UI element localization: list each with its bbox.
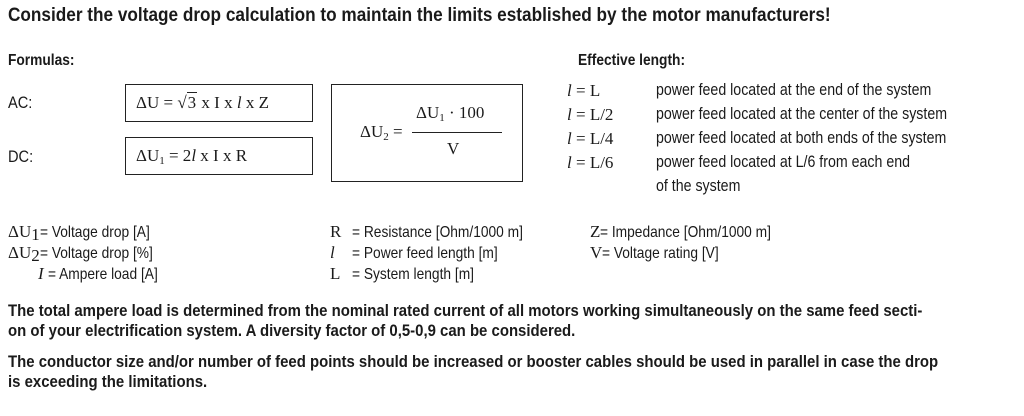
page-title: Consider the voltage drop calculation to maintain the limits established by the motor manufacturers! bbox=[8, 5, 831, 26]
delta-symbol: Δ bbox=[136, 146, 147, 165]
ac-formula: ΔU = √3 x I x l x Z bbox=[136, 93, 269, 112]
def-text: = Voltage drop [A] bbox=[39, 224, 150, 241]
dc-formula-rest: x I x R bbox=[196, 146, 248, 165]
dc-formula-box bbox=[125, 137, 313, 175]
list-item bbox=[567, 153, 613, 173]
paragraph-line: The total ampere load is determined from the nominal rated current of all motors working simultaneously on the same feed secti- bbox=[8, 302, 923, 320]
ac-formula-part: x I x bbox=[197, 93, 237, 112]
percent-num-sym: U bbox=[426, 103, 440, 122]
def-sym: I bbox=[38, 264, 44, 283]
def-row bbox=[330, 222, 551, 242]
el-rhs: = L/6 bbox=[571, 153, 614, 172]
ac-formula-box bbox=[125, 84, 313, 122]
delta-symbol: Δ bbox=[8, 243, 19, 262]
el-rhs: = L bbox=[571, 81, 601, 100]
el-lhs: l bbox=[567, 153, 572, 172]
delta-symbol: Δ bbox=[360, 122, 371, 141]
percent-lhs-sym: U bbox=[370, 122, 384, 141]
paragraph-line: is exceeding the limitations. bbox=[8, 373, 208, 391]
percent-formula-box bbox=[331, 84, 523, 182]
el-lhs: l bbox=[567, 129, 572, 148]
fraction-line bbox=[412, 132, 502, 133]
def-row bbox=[8, 222, 167, 245]
def-text: = Impedance [Ohm/1000 m] bbox=[600, 224, 772, 241]
dc-formula-lhs: U bbox=[146, 146, 160, 165]
def-sub: 1 bbox=[31, 225, 40, 244]
ac-label: AC: bbox=[8, 93, 33, 112]
def-text: = Ampere load [A] bbox=[47, 266, 158, 283]
list-item bbox=[567, 129, 613, 149]
sqrt-arg: 3 bbox=[187, 93, 197, 112]
def-sym: Z bbox=[590, 222, 601, 241]
percent-eq: = bbox=[388, 122, 403, 141]
formulas-heading: Formulas: bbox=[8, 52, 75, 69]
paragraph-line: The conductor size and/or number of feed points should be increased or booster cables should be used in parallel in case the drop bbox=[8, 353, 939, 371]
def-sub: 2 bbox=[31, 246, 40, 265]
def-sym: R bbox=[330, 222, 342, 241]
el-desc: power feed located at both ends of the system bbox=[656, 129, 947, 147]
delta-symbol: Δ bbox=[136, 93, 147, 112]
effective-length-heading: Effective length: bbox=[578, 52, 686, 69]
percent-numerator bbox=[416, 103, 484, 124]
el-desc-continuation: of the system bbox=[656, 177, 741, 195]
ac-formula-lhs: U = bbox=[146, 93, 178, 112]
el-desc: power feed located at the center of the system bbox=[656, 105, 948, 123]
def-sym: L bbox=[330, 264, 341, 283]
paragraph-line: on of your electrification system. A diversity factor of 0,5-0,9 can be considered. bbox=[8, 322, 576, 340]
el-desc: power feed located at the end of the system bbox=[656, 81, 932, 99]
def-row bbox=[330, 243, 521, 263]
el-lhs: l bbox=[567, 81, 572, 100]
def-row bbox=[330, 264, 494, 284]
def-row bbox=[38, 264, 175, 284]
percent-formula-lhs bbox=[360, 122, 403, 143]
def-text: = System length [m] bbox=[352, 266, 474, 283]
el-rhs: = L/2 bbox=[571, 105, 614, 124]
def-sym: l bbox=[330, 243, 335, 262]
def-row bbox=[590, 243, 738, 263]
percent-num-sub: 1 bbox=[439, 112, 445, 124]
list-item bbox=[567, 81, 600, 101]
def-text: = Power feed length [m] bbox=[352, 245, 498, 262]
dc-formula-sub: 1 bbox=[159, 155, 165, 167]
dc-formula-l: l bbox=[191, 146, 197, 165]
el-desc: power feed located at L/6 from each end bbox=[656, 153, 911, 171]
delta-symbol: Δ bbox=[8, 222, 19, 241]
el-lhs: l bbox=[567, 105, 572, 124]
def-sym: U bbox=[18, 222, 32, 241]
def-row bbox=[8, 243, 171, 266]
ac-formula-end: x Z bbox=[241, 93, 269, 112]
percent-lhs-sub: 2 bbox=[383, 131, 389, 143]
dc-label: DC: bbox=[8, 147, 34, 166]
el-rhs: = L/4 bbox=[571, 129, 614, 148]
def-row bbox=[590, 222, 799, 242]
def-text: = Voltage rating [V] bbox=[602, 245, 719, 262]
dc-formula bbox=[136, 146, 247, 167]
dc-formula-eq: = 2 bbox=[164, 146, 192, 165]
def-sym: U bbox=[18, 243, 32, 262]
list-item bbox=[567, 105, 613, 125]
percent-num-rest: · 100 bbox=[444, 103, 485, 122]
def-text: = Resistance [Ohm/1000 m] bbox=[352, 224, 523, 241]
delta-symbol: Δ bbox=[416, 103, 427, 122]
percent-denominator: V bbox=[447, 139, 460, 158]
def-text: = Voltage drop [%] bbox=[39, 245, 153, 262]
def-sym: V bbox=[590, 243, 603, 262]
ac-formula-l: l bbox=[236, 93, 242, 112]
